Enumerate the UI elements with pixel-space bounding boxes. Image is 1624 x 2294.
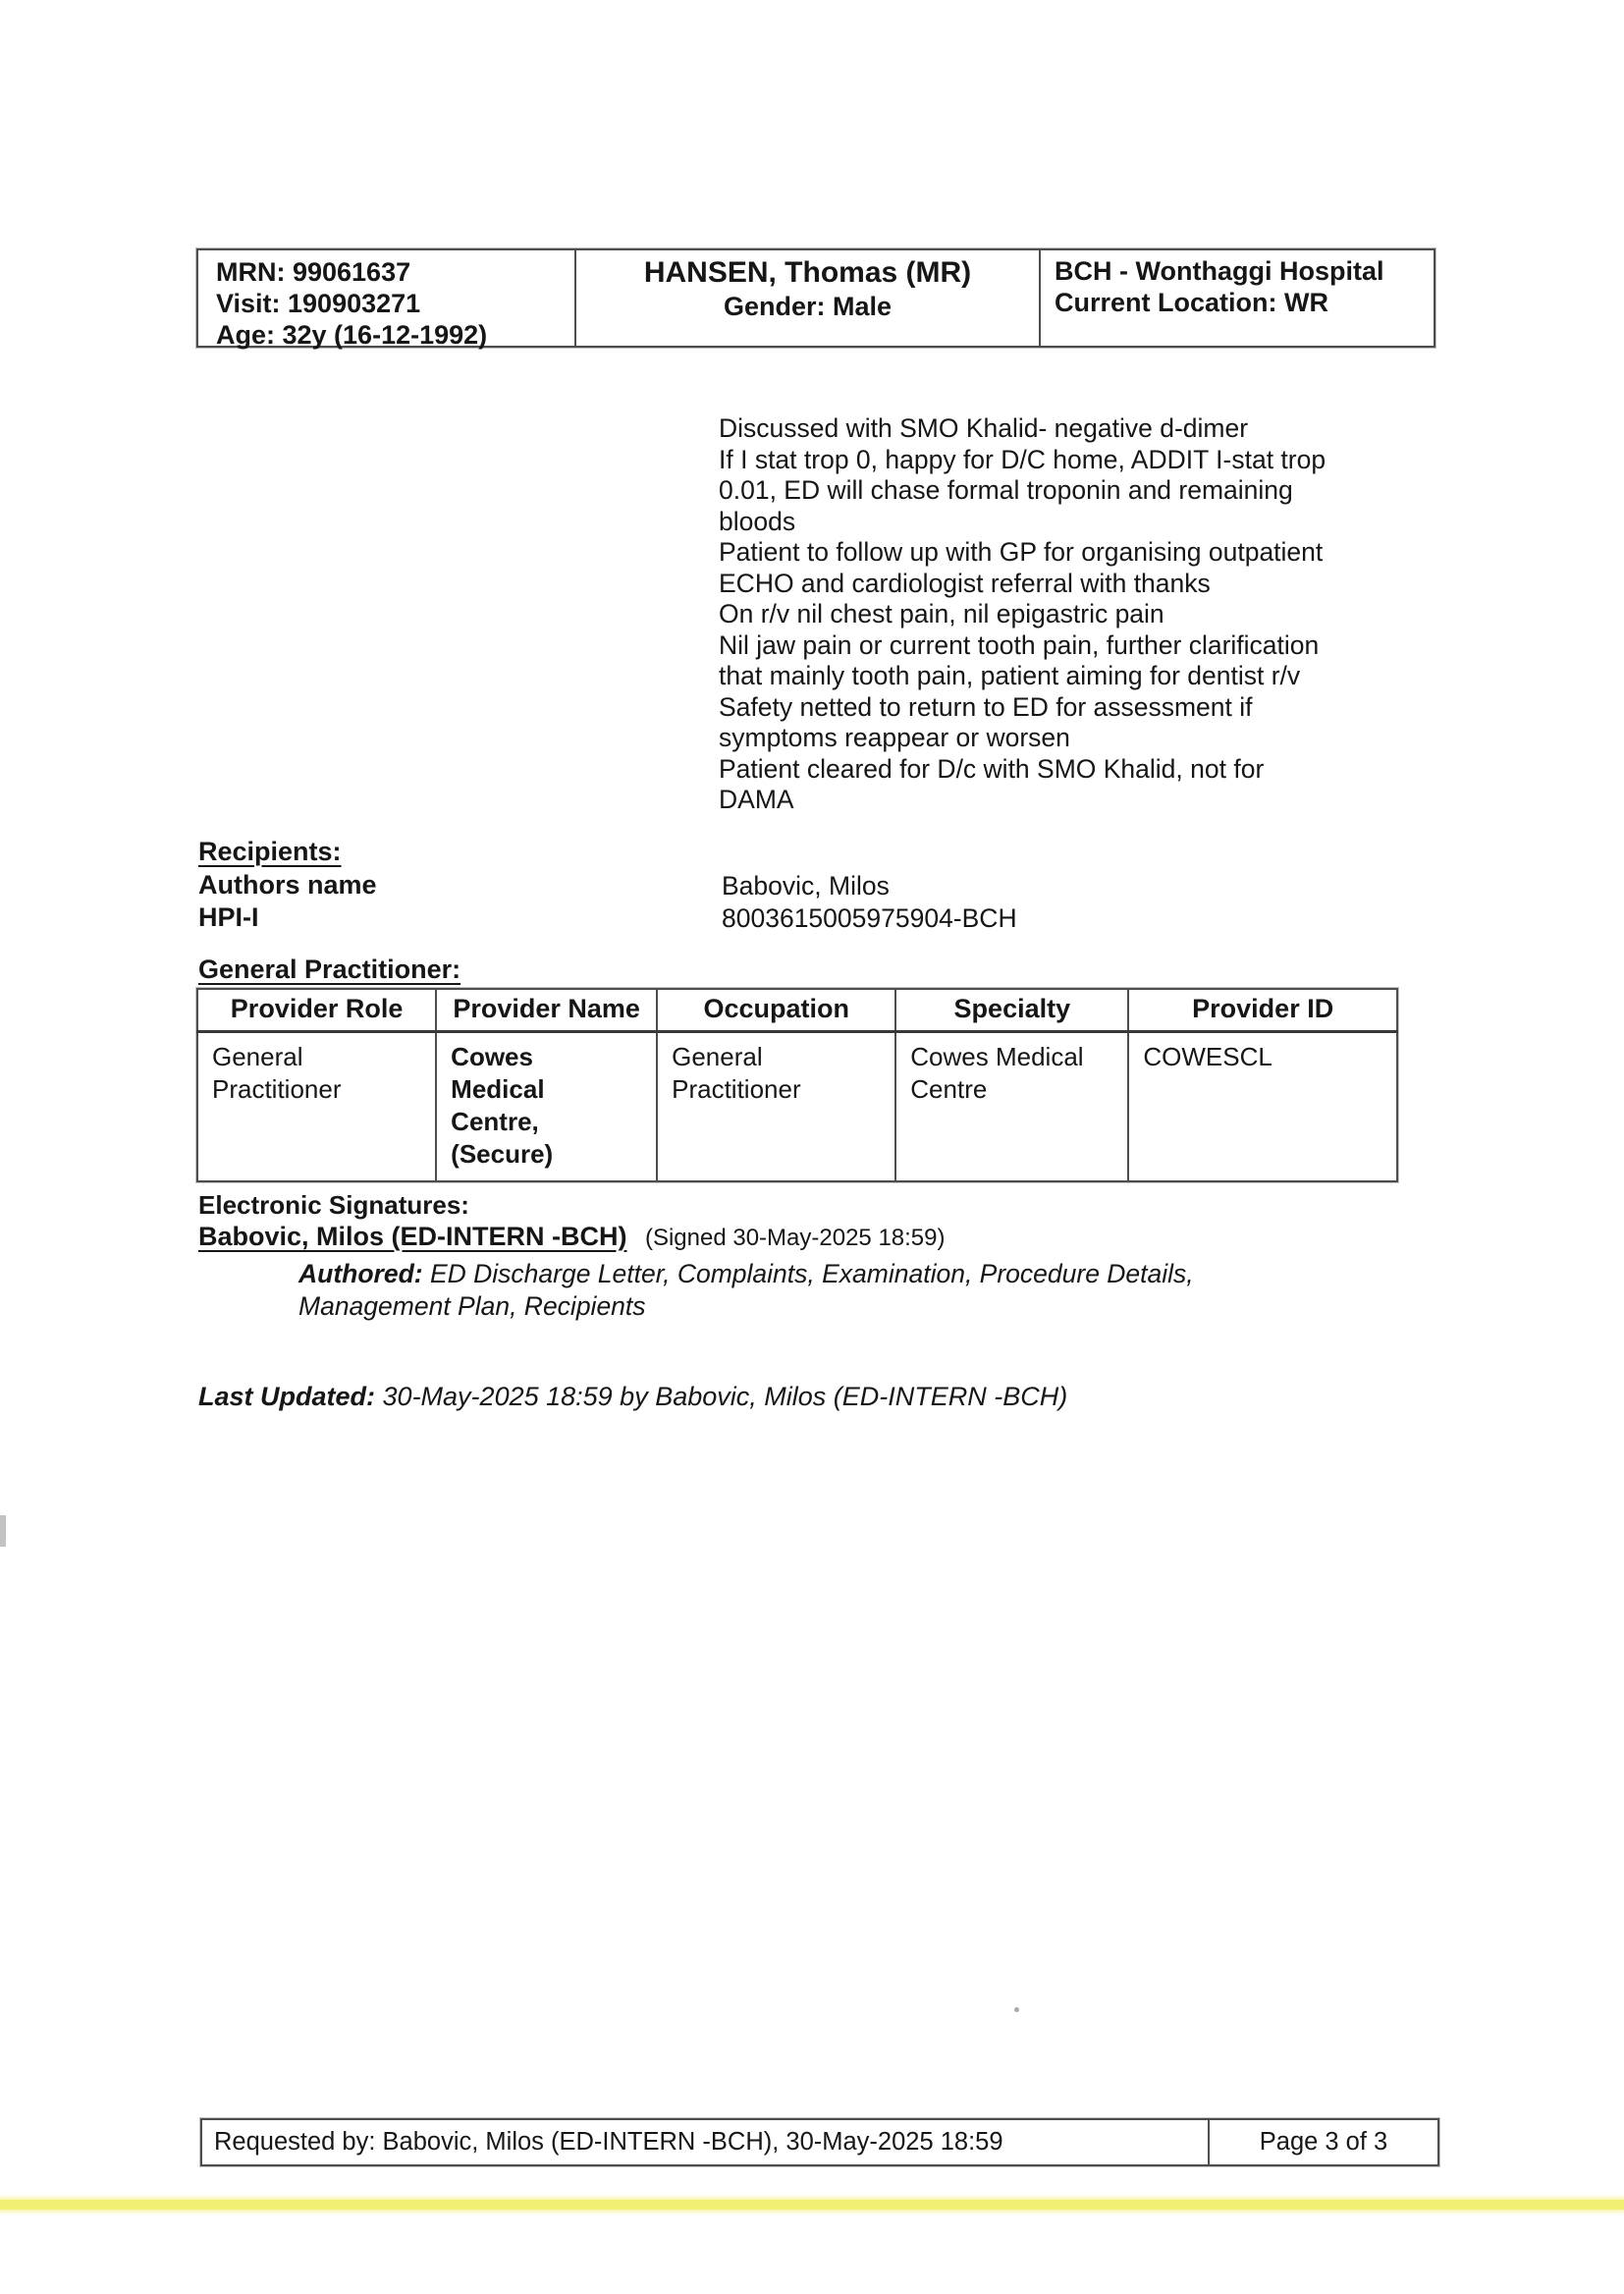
authored-sections bbox=[298, 1258, 1202, 1323]
patient-ids-cell bbox=[198, 250, 574, 350]
hpi-label: HPI-I bbox=[198, 902, 259, 932]
gp-col-provider-id: Provider ID bbox=[1128, 989, 1397, 1032]
gp-col-provider-name: Provider Name bbox=[436, 989, 657, 1032]
patient-location-cell bbox=[1039, 250, 1432, 346]
signature-line bbox=[198, 1222, 946, 1252]
gp-col-specialty: Specialty bbox=[895, 989, 1128, 1032]
gp-specialty-cell bbox=[895, 1032, 1128, 1182]
note-line: On r/v nil chest pain, nil epigastric pain bbox=[719, 599, 1164, 628]
scan-speck bbox=[1014, 2007, 1019, 2012]
current-location: Current Location: WR bbox=[1055, 288, 1328, 317]
note-line: Nil jaw pain or current tooth pain, further clarification bbox=[719, 629, 1320, 660]
note-line: Patient to follow up with GP for organising outpatient bbox=[719, 537, 1324, 567]
authored-label: Authored: bbox=[298, 1259, 423, 1288]
requested-by: Requested by: Babovic, Milos (ED-INTERN -BCH), 30-May-2025 18:59 bbox=[202, 2120, 1210, 2164]
note-line: DAMA bbox=[719, 785, 794, 814]
gp-table-row bbox=[197, 1032, 1397, 1182]
note-line: If I stat trop 0, happy for D/C home, ADDIT I-stat trop bbox=[719, 444, 1326, 474]
gp-col-provider-role: Provider Role bbox=[197, 989, 436, 1032]
clinical-notes bbox=[719, 413, 1465, 816]
gp-col-occupation: Occupation bbox=[657, 989, 895, 1032]
note-line: ECHO and cardiologist referral with thanks bbox=[719, 568, 1211, 598]
gp-table-header-row bbox=[197, 989, 1397, 1032]
authors-name-value: Babovic, Milos bbox=[722, 871, 890, 901]
recipients-heading: Recipients: bbox=[198, 837, 342, 866]
gp-specialty-value: Cowes Medical Centre bbox=[910, 1042, 1084, 1104]
gp-provider-id-cell bbox=[1128, 1032, 1397, 1182]
left-edge-scan-mark bbox=[0, 1515, 6, 1547]
gp-heading: General Practitioner: bbox=[198, 955, 461, 984]
note-line: bloods bbox=[719, 506, 796, 536]
gp-provider-role-cell bbox=[197, 1032, 436, 1182]
patient-mrn: MRN: 99061637 bbox=[216, 257, 411, 287]
highlighter-scan-artifact bbox=[0, 2200, 1624, 2210]
signed-timestamp: (Signed 30-May-2025 18:59) bbox=[644, 1225, 946, 1251]
note-line: that mainly tooth pain, patient aiming for dentist r/v bbox=[719, 661, 1301, 690]
last-updated-value: 30-May-2025 18:59 by Babovic, Milos (ED-INTERN -BCH) bbox=[382, 1382, 1068, 1411]
patient-visit: Visit: 190903271 bbox=[216, 289, 421, 318]
patient-name-cell bbox=[574, 250, 1039, 346]
authors-name-label: Authors name bbox=[198, 870, 377, 900]
note-line: Patient cleared for D/c with SMO Khalid, not for bbox=[719, 753, 1265, 784]
gp-provider-name-cell bbox=[436, 1032, 657, 1182]
gp-provider-id-value: COWESCL bbox=[1143, 1042, 1272, 1071]
signatures-heading: Electronic Signatures: bbox=[198, 1190, 469, 1220]
signer-name: Babovic, Milos (ED-INTERN -BCH) bbox=[198, 1222, 627, 1251]
patient-gender: Gender: Male bbox=[723, 292, 893, 321]
authored-items: ED Discharge Letter, Complaints, Examination, Procedure Details, Management Plan, Recipients bbox=[298, 1259, 1194, 1321]
note-line: Safety netted to return to ED for assessment if bbox=[719, 691, 1253, 722]
note-line: 0.01, ED will chase formal troponin and remaining bbox=[719, 475, 1293, 505]
last-updated-line bbox=[198, 1382, 1067, 1412]
hpi-value: 8003615005975904-BCH bbox=[722, 903, 1017, 933]
page-footer bbox=[200, 2118, 1439, 2166]
note-line: symptoms reappear or worsen bbox=[719, 723, 1070, 752]
last-updated-label: Last Updated: bbox=[198, 1382, 376, 1411]
gp-occupation-cell bbox=[657, 1032, 895, 1182]
gp-table bbox=[196, 988, 1398, 1182]
note-line: Discussed with SMO Khalid- negative d-dimer bbox=[719, 413, 1249, 443]
gp-provider-name-value: Cowes Medical Centre, (Secure) bbox=[451, 1042, 554, 1169]
patient-age: Age: 32y (16-12-1992) bbox=[216, 320, 488, 350]
patient-header-table bbox=[196, 248, 1435, 348]
gp-provider-role-value: General Practitioner bbox=[212, 1042, 342, 1104]
hospital-name: BCH - Wonthaggi Hospital bbox=[1055, 256, 1384, 286]
gp-occupation-value: General Practitioner bbox=[672, 1042, 801, 1104]
patient-name: HANSEN, Thomas (MR) bbox=[643, 256, 972, 289]
page-number: Page 3 of 3 bbox=[1259, 2128, 1388, 2156]
